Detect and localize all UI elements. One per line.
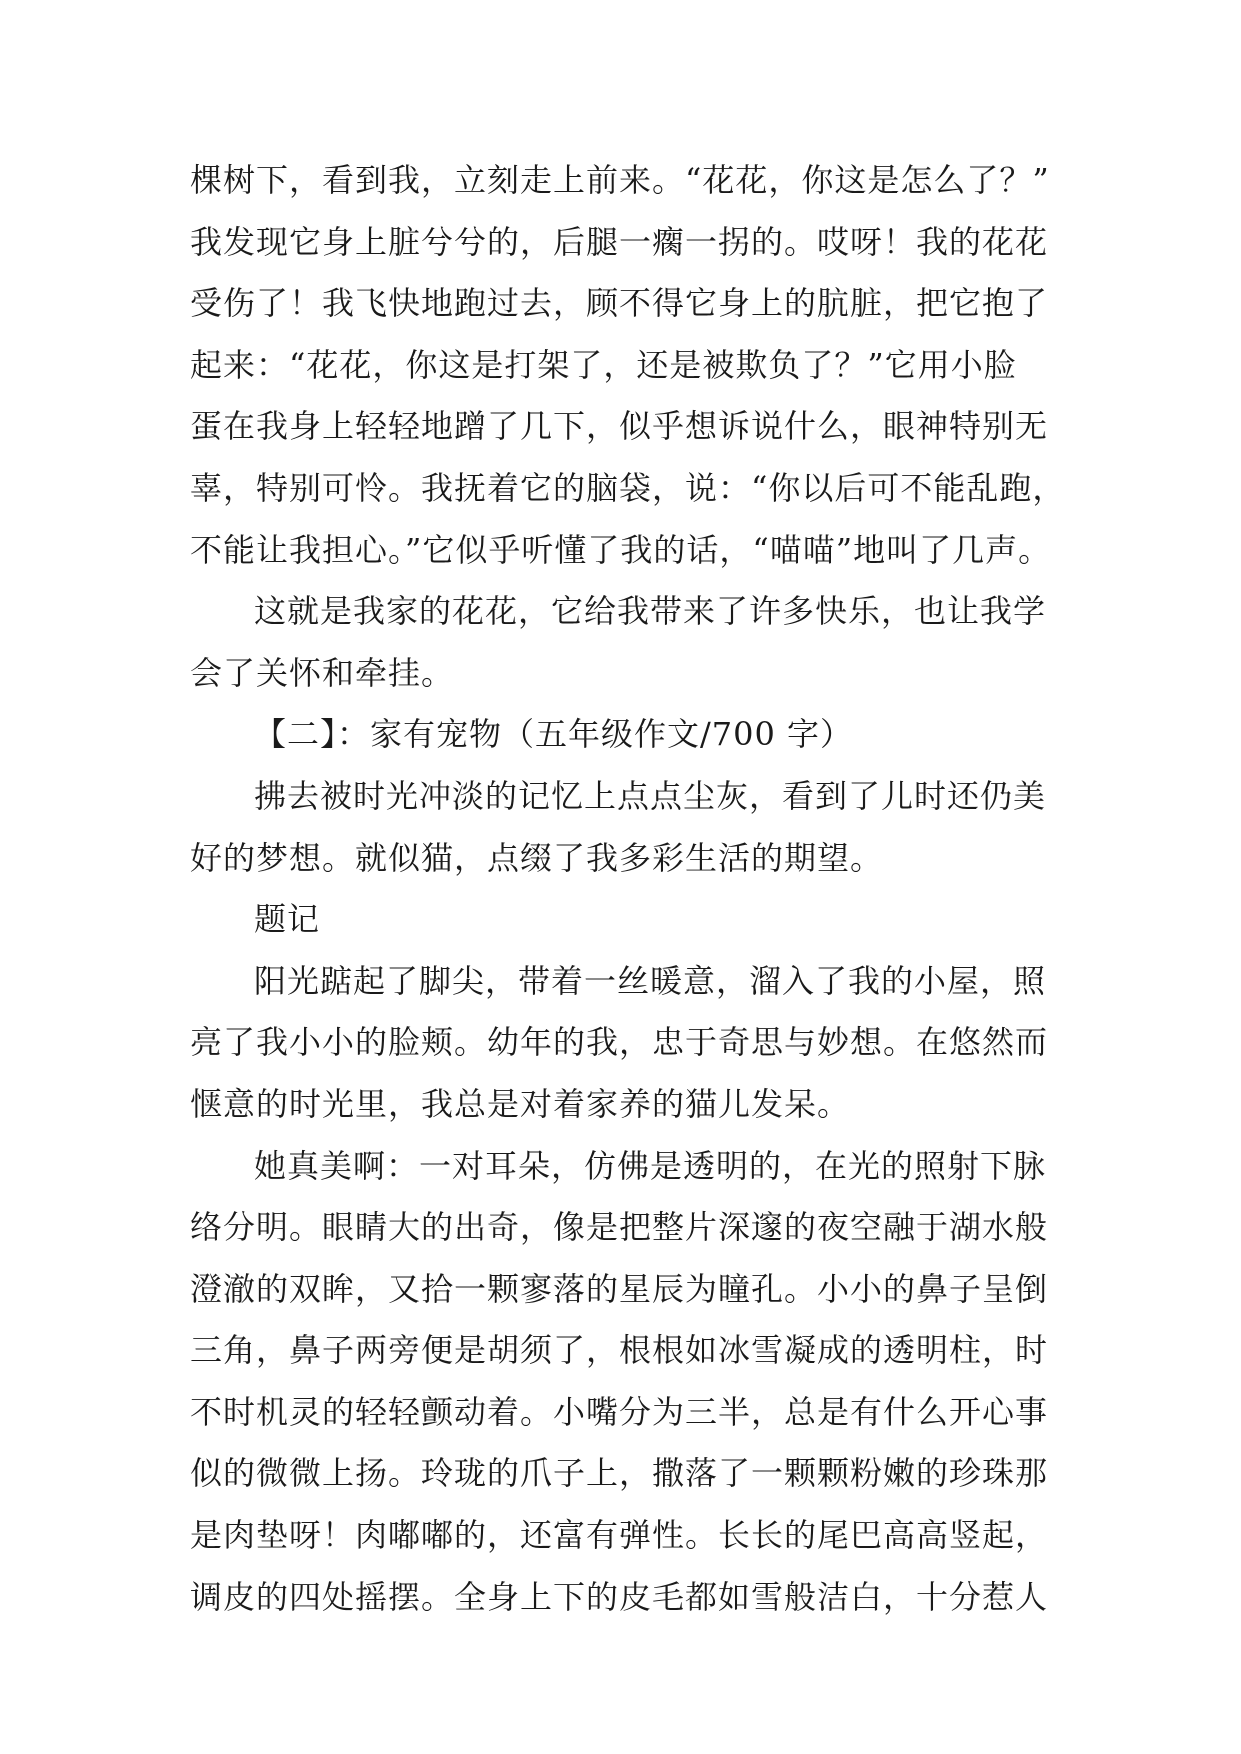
text-line: 辜，特别可怜。我抚着它的脑袋，说：“你以后可不能乱跑， [190,468,1066,507]
text-line: 调皮的四处摇摆。全身上下的皮毛都如雪般洁白，十分惹人 [190,1577,1049,1616]
text-line: 惬意的时光里，我总是对着家养的猫儿发呆。 [190,1084,851,1123]
text-line: 蛋在我身上轻轻地蹭了几下，似乎想诉说什么，眼神特别无 [190,407,1049,446]
text-line: 起来：“花花，你这是打架了，还是被欺负了？”它用小脸 [190,345,1017,384]
text-line: 似的微微上扬。玲珑的爪子上，撒落了一颗颗粉嫩的珍珠那 [190,1454,1049,1493]
text-line: 会了关怀和牵挂。 [190,653,455,692]
text-line: 受伤了！我飞快地跑过去，顾不得它身上的肮脏，把它抱了 [190,284,1049,323]
paragraph-start-line: 她真美啊：一对耳朵，仿佛是透明的，在光的照射下脉 [254,1146,1047,1185]
paragraph-start-line: 这就是我家的花花，它给我带来了许多快乐，也让我学 [254,592,1047,631]
text-line: 澄澈的双眸，又拾一颗寥落的星辰为瞳孔。小小的鼻子呈倒 [190,1269,1049,1308]
text-line: 不能让我担心。”它似乎听懂了我的话，“喵喵”地叫了几声。 [190,530,1052,569]
paragraph-start-line: 阳光踮起了脚尖，带着一丝暖意，溜入了我的小屋，照 [254,961,1047,1000]
text-line: 我发现它身上脏兮兮的，后腿一瘸一拐的。哎呀！我的花花 [190,222,1049,261]
text-line: 络分明。眼睛大的出奇，像是把整片深邃的夜空融于湖水般 [190,1208,1049,1247]
text-line: 好的梦想。就似猫，点缀了我多彩生活的期望。 [190,838,884,877]
text-line: 三角，鼻子两旁便是胡须了，根根如冰雪凝成的透明柱，时 [190,1331,1049,1370]
essay-body [190,150,1070,1628]
paragraph-start-line: 拂去被时光冲淡的记忆上点点尘灰，看到了儿时还仍美 [254,776,1047,815]
text-line: 是肉垫呀！肉嘟嘟的，还富有弹性。长长的尾巴高高竖起， [190,1516,1049,1555]
text-line: 不时机灵的轻轻颤动着。小嘴分为三半，总是有什么开心事 [190,1392,1049,1431]
section-heading: 【二】：家有宠物（五年级作文/700 字） [254,715,854,754]
text-line: 棵树下，看到我，立刻走上前来。“花花，你这是怎么了？” [190,161,1050,199]
epigraph-label: 题记 [254,900,321,939]
text-line: 亮了我小小的脸颊。幼年的我，忠于奇思与妙想。在悠然而 [190,1023,1049,1062]
